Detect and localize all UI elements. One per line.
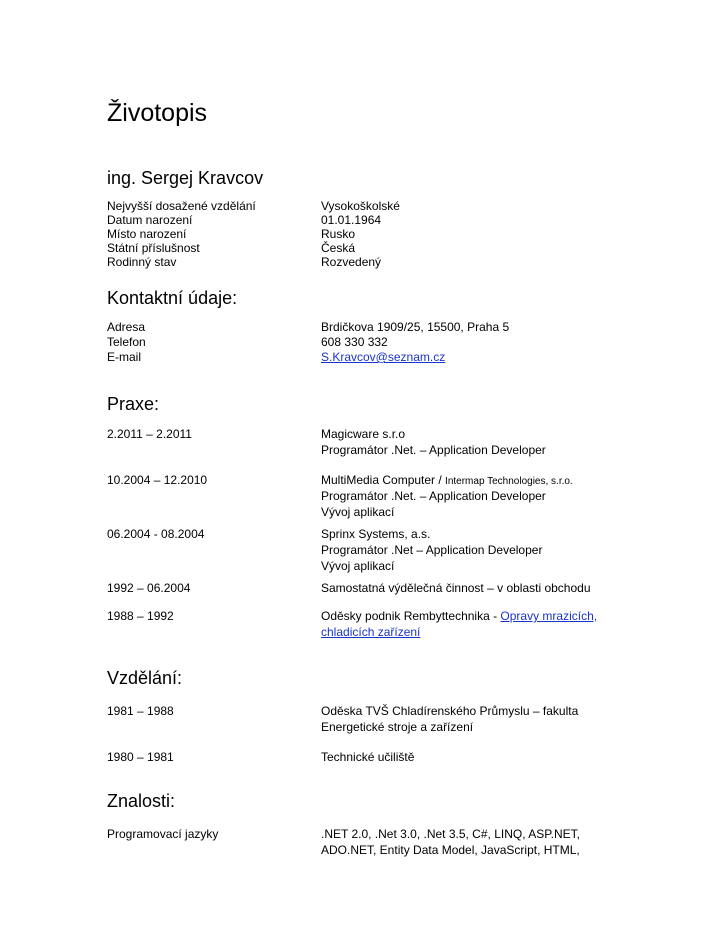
personal-label: Datum narození — [107, 213, 193, 227]
contact-row — [107, 320, 707, 335]
personal-row — [107, 213, 707, 227]
contact-value: Brdičkova 1909/25, 15500, Praha 5 — [321, 320, 510, 334]
contact-row — [107, 335, 707, 350]
practice-company-line — [321, 608, 621, 624]
contact-label: Adresa — [107, 320, 146, 334]
practice-period: 06.2004 - 08.2004 — [107, 527, 205, 541]
practice-role: Programátor .Net. – Application Developer — [321, 489, 546, 503]
practice-company: Sprinx Systems, a.s. — [321, 527, 431, 541]
personal-value: 01.01.1964 — [321, 213, 382, 227]
contact-value: 608 330 332 — [321, 335, 388, 349]
practice-detail: Vývoj aplikací — [321, 559, 395, 573]
personal-label: Rodinný stav — [107, 255, 177, 269]
email-link[interactable]: S.Kravcov@seznam.cz — [321, 350, 446, 364]
education-field: Energetické stroje a zařízení — [321, 720, 474, 734]
personal-label: Státní příslušnost — [107, 241, 200, 255]
practice-link[interactable]: chladicích zařízení — [321, 625, 421, 639]
education-period: 1981 – 1988 — [107, 704, 174, 718]
personal-label: Místo narození — [107, 227, 187, 241]
practice-company: Magicware s.r.o — [321, 427, 406, 441]
contact-heading: Kontaktní údaje: — [107, 288, 238, 308]
skills-label: Programovací jazyky — [107, 827, 219, 841]
practice-period: 1992 – 06.2004 — [107, 581, 191, 595]
practice-company: MultiMedia Computer / — [321, 473, 446, 487]
personal-value: Vysokoškolské — [321, 199, 400, 213]
education-heading: Vzdělání: — [107, 668, 183, 688]
skills-line: ADO.NET, Entity Data Model, JavaScript, HTML, — [321, 843, 580, 857]
practice-link[interactable]: Opravy mrazicích, — [500, 609, 598, 623]
practice-period: 1988 – 1992 — [107, 609, 174, 623]
personal-row — [107, 255, 707, 269]
practice-period: 10.2004 – 12.2010 — [107, 473, 208, 487]
skills-heading: Znalosti: — [107, 791, 176, 811]
personal-label: Nejvyšší dosažené vzdělání — [107, 199, 256, 213]
education-school: Technické učiliště — [321, 750, 415, 764]
skills-line: .NET 2.0, .Net 3.0, .Net 3.5, C#, LINQ, ASP.NET, — [321, 827, 581, 841]
education-school: Oděska TVŠ Chladírenského Průmyslu – fakulta — [321, 704, 579, 718]
contact-label: Telefon — [107, 335, 146, 349]
personal-info — [107, 199, 707, 269]
personal-value: Česká — [321, 241, 356, 255]
practice-period: 2.2011 – 2.2011 — [107, 427, 192, 441]
practice-company-line — [321, 472, 621, 488]
contact-row — [107, 350, 707, 365]
personal-value: Rozvedený — [321, 255, 382, 269]
practice-detail: Vývoj aplikací — [321, 505, 395, 519]
cv-page — [107, 0, 707, 943]
person-name: ing. Sergej Kravcov — [107, 168, 264, 188]
practice-link-line — [321, 624, 621, 640]
practice-role: Programátor .Net – Application Developer — [321, 543, 543, 557]
practice-heading: Praxe: — [107, 394, 160, 414]
personal-row — [107, 241, 707, 255]
personal-row — [107, 199, 707, 213]
personal-value: Rusko — [321, 227, 356, 241]
page-title: Životopis — [107, 99, 208, 127]
personal-row — [107, 227, 707, 241]
contact-label: E-mail — [107, 350, 142, 364]
practice-role: Programátor .Net. – Application Developer — [321, 443, 546, 457]
education-period: 1980 – 1981 — [107, 750, 174, 764]
practice-company-small: Intermap Technologies, s.r.o. — [445, 476, 573, 487]
practice-company: Samostatná výdělečná činnost – v oblasti obchodu — [321, 581, 591, 595]
practice-company: Oděsky podnik Rembyttechnika - — [321, 609, 501, 623]
contact-info — [107, 320, 707, 365]
